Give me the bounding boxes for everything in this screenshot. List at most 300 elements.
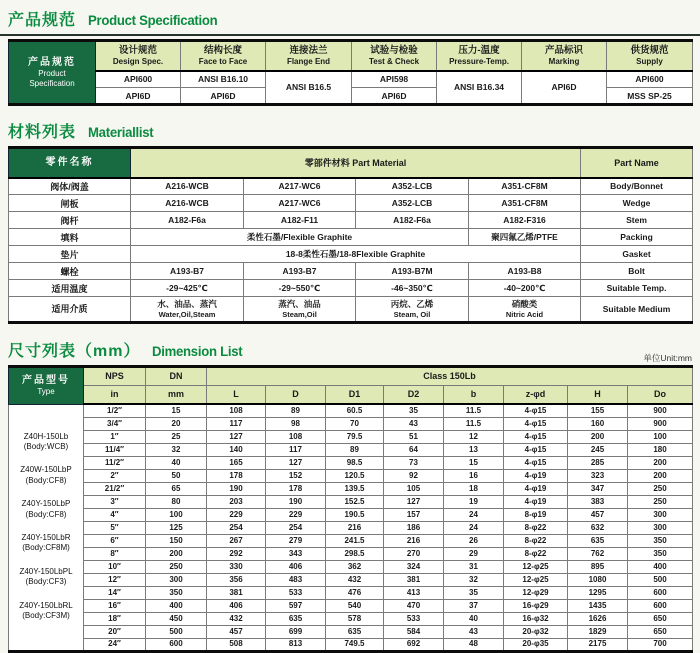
dimension-value: 476 — [326, 586, 384, 599]
dimension-value: 37 — [444, 599, 504, 612]
dimension-value: 457 — [568, 508, 628, 521]
table-row — [9, 495, 693, 508]
material-value — [469, 297, 581, 323]
material-value: 柔性石墨/Flexible Graphite — [131, 229, 469, 246]
dimension-value: 383 — [568, 495, 628, 508]
dimension-value: 127 — [384, 495, 444, 508]
product-body-material: (Body:CF3M) — [22, 610, 70, 620]
dimension-value: 500 — [146, 625, 207, 638]
dimension-value: 4-φ15 — [504, 443, 568, 456]
dimension-value: 120.5 — [326, 469, 384, 482]
dimension-value: 108 — [266, 430, 326, 443]
product-type-label — [9, 567, 83, 588]
dimension-value: 178 — [266, 482, 326, 495]
material-col-part-name: Part Name — [581, 148, 693, 178]
spec-col-face-to-face: 结构长度 Face to Face — [181, 41, 266, 71]
dimension-col-L: L — [207, 385, 266, 404]
dimension-value: 180 — [628, 443, 693, 456]
dimension-col-dn: DN — [146, 366, 207, 385]
table-row — [9, 456, 693, 469]
material-part-cn: 垫片 — [9, 246, 131, 263]
product-model: Z40Y-150LbRL — [19, 600, 73, 610]
dimension-value: 635 — [266, 612, 326, 625]
dimension-value: 70 — [326, 417, 384, 430]
dimension-col-mm: mm — [146, 385, 207, 404]
spec-col-supply: 供货规范 Supply — [607, 41, 693, 71]
product-type-label — [9, 499, 83, 520]
table-row — [9, 469, 693, 482]
dimension-value: 25 — [146, 430, 207, 443]
product-model: Z40Y-150LbP — [21, 499, 71, 509]
section3-title-en: Dimension List — [152, 342, 243, 359]
dimension-value: 500 — [628, 573, 693, 586]
dimension-value: 4-φ15 — [504, 430, 568, 443]
dimension-value: 600 — [628, 599, 693, 612]
dimension-value: 400 — [628, 560, 693, 573]
dimension-value: 127 — [207, 430, 266, 443]
dimension-value: 4-φ19 — [504, 482, 568, 495]
table-row — [9, 508, 693, 521]
dimension-value: 508 — [207, 638, 266, 651]
material-value: A182-F6a — [131, 212, 244, 229]
dimension-value: 1080 — [568, 573, 628, 586]
dimension-col-D1: D1 — [326, 385, 384, 404]
dimension-col-z-phi-d: z-φd — [504, 385, 568, 404]
product-type-label — [9, 465, 83, 486]
dimension-value: 381 — [207, 586, 266, 599]
table-row — [9, 599, 693, 612]
dimension-value: 200 — [146, 547, 207, 560]
dimension-corner-cell: 产品型号 Type — [9, 366, 84, 404]
dimension-value: 483 — [266, 573, 326, 586]
dimension-value: 200 — [628, 456, 693, 469]
dimension-value: 12-φ29 — [504, 586, 568, 599]
material-list-table — [8, 146, 693, 324]
material-part-cn: 螺栓 — [9, 263, 131, 280]
dimension-value: 12 — [444, 430, 504, 443]
dimension-value: 19 — [444, 495, 504, 508]
material-table-body — [9, 178, 693, 323]
dimension-value: 100 — [628, 430, 693, 443]
dimension-value: 152.5 — [326, 495, 384, 508]
material-value: A351-CF8M — [469, 178, 581, 195]
dimension-value: 16″ — [84, 599, 146, 612]
dimension-value: 540 — [326, 599, 384, 612]
dimension-value: 632 — [568, 521, 628, 534]
dimension-value: 362 — [326, 560, 384, 573]
material-value: A193-B7 — [131, 263, 244, 280]
material-value: -29~425℃ — [131, 280, 244, 297]
spec-corner-en: Product — [38, 69, 66, 79]
table-row — [9, 280, 693, 297]
dimension-value: 8-φ22 — [504, 521, 568, 534]
dimension-value: 20 — [146, 417, 207, 430]
material-value: A193-B8 — [469, 263, 581, 280]
table-row — [9, 547, 693, 560]
spec-header-row — [9, 41, 693, 71]
spec-col-marking: 产品标识 Marking — [522, 41, 607, 71]
section1-title-underline — [0, 34, 700, 36]
section1-heading — [8, 7, 692, 30]
spec-col-test-check: 试验与检验 Test & Check — [352, 41, 437, 71]
dimension-value: 152 — [266, 469, 326, 482]
dimension-value: 356 — [207, 573, 266, 586]
spec-value: MSS SP-25 — [607, 88, 693, 105]
dimension-value: 350 — [628, 547, 693, 560]
spec-value: ANSI B16.5 — [266, 71, 352, 105]
dimension-value: 190 — [207, 482, 266, 495]
dimension-value: 229 — [266, 508, 326, 521]
dimension-col-nps: NPS — [84, 366, 146, 385]
dimension-value: 762 — [568, 547, 628, 560]
product-type-label — [9, 601, 83, 622]
table-row — [9, 482, 693, 495]
product-type-label — [9, 533, 83, 554]
dimension-value: 200 — [628, 469, 693, 482]
material-corner-cell: 零件名称 — [9, 148, 131, 178]
table-row — [9, 573, 693, 586]
dimension-value: 4-φ15 — [504, 456, 568, 469]
dimension-value: 267 — [207, 534, 266, 547]
dimension-value: 98 — [266, 417, 326, 430]
table-row — [9, 625, 693, 638]
material-part-en: Body/Bonnet — [581, 178, 693, 195]
material-value: A216-WCB — [131, 195, 244, 212]
dimension-value: 4″ — [84, 508, 146, 521]
dimension-value: 5″ — [84, 521, 146, 534]
dimension-value: 35 — [444, 586, 504, 599]
material-part-en: Suitable Temp. — [581, 280, 693, 297]
dimension-value: 89 — [266, 404, 326, 417]
material-part-en: Stem — [581, 212, 693, 229]
dimension-value: 450 — [146, 612, 207, 625]
material-value-en: Nitric Acid — [505, 309, 544, 319]
dimension-value: 18 — [444, 482, 504, 495]
material-value: A182-F11 — [244, 212, 356, 229]
spec-value: API600 — [607, 71, 693, 88]
material-value: A182-F6a — [356, 212, 469, 229]
dimension-value: 4-φ19 — [504, 469, 568, 482]
product-type-cell — [9, 404, 84, 651]
dimension-value: 900 — [628, 404, 693, 417]
dimension-value: 229 — [207, 508, 266, 521]
dimension-value: 300 — [628, 521, 693, 534]
dimension-value: 31 — [444, 560, 504, 573]
dimension-value: 1/2″ — [84, 404, 146, 417]
dimension-value: 699 — [266, 625, 326, 638]
dimension-value: 157 — [384, 508, 444, 521]
product-model: Z40H-150Lb — [23, 431, 69, 441]
dimension-value: 700 — [628, 638, 693, 651]
material-part-cn: 闸板 — [9, 195, 131, 212]
material-value-cn: 蒸汽、油品 — [278, 299, 321, 309]
dimension-value: 1626 — [568, 612, 628, 625]
spec-value: API6D — [522, 71, 607, 105]
dimension-value: 40 — [444, 612, 504, 625]
dimension-value: 245 — [568, 443, 628, 456]
material-part-cn: 阀杆 — [9, 212, 131, 229]
dimension-value: 155 — [568, 404, 628, 417]
dimension-value: 12-φ25 — [504, 560, 568, 573]
material-value: A182-F316 — [469, 212, 581, 229]
dimension-value: 65 — [146, 482, 207, 495]
dimension-value: 117 — [207, 417, 266, 430]
material-part-cn: 适用温度 — [9, 280, 131, 297]
material-part-en: Suitable Medium — [581, 297, 693, 323]
dimension-value: 139.5 — [326, 482, 384, 495]
table-row — [9, 417, 693, 430]
section2-heading — [8, 119, 692, 142]
dimension-col-b: b — [444, 385, 504, 404]
dimension-value: 200 — [568, 430, 628, 443]
spec-value: ANSI B16.10 — [181, 71, 266, 88]
dimension-value: 3/4″ — [84, 417, 146, 430]
spec-value: API598 — [352, 71, 437, 88]
spec-col-flange-end: 连接法兰 Flange End — [266, 41, 352, 71]
dimension-value: 1829 — [568, 625, 628, 638]
dimension-value: 241.5 — [326, 534, 384, 547]
product-model: Z40Y-150LbPL — [19, 566, 73, 576]
dimension-value: 18″ — [84, 612, 146, 625]
dimension-value: 1″ — [84, 430, 146, 443]
material-part-en: Gasket — [581, 246, 693, 263]
dimension-value: 300 — [628, 508, 693, 521]
dimension-value: 43 — [384, 417, 444, 430]
section1-title-cn: 产品规范 — [8, 12, 77, 29]
dimension-value: 125 — [146, 521, 207, 534]
material-part-en: Wedge — [581, 195, 693, 212]
dimension-value: 11/2″ — [84, 456, 146, 469]
material-part-cn: 适用介质 — [9, 297, 131, 323]
section2-title-cn: 材料列表 — [8, 124, 77, 141]
dimension-value: 32 — [444, 573, 504, 586]
dimension-value: 140 — [207, 443, 266, 456]
dimension-value: 64 — [384, 443, 444, 456]
table-row — [9, 246, 693, 263]
table-row — [9, 178, 693, 195]
dimension-value: 16 — [444, 469, 504, 482]
dimension-value: 50 — [146, 469, 207, 482]
dimension-value: 578 — [326, 612, 384, 625]
product-body-material: (Body:CF3) — [25, 577, 67, 587]
dimension-value: 10″ — [84, 560, 146, 573]
dimension-value: 190 — [266, 495, 326, 508]
material-value: A193-B7 — [244, 263, 356, 280]
dimension-value: 11.5 — [444, 404, 504, 417]
section3-title-cn: 尺寸列表（mm） — [8, 342, 141, 360]
dimension-value: 35 — [384, 404, 444, 417]
dimension-table-body — [9, 404, 693, 651]
spec-value: API6D — [96, 88, 181, 105]
table-row — [9, 195, 693, 212]
dimension-value: 347 — [568, 482, 628, 495]
dimension-value: 300 — [146, 573, 207, 586]
dimension-value: 292 — [207, 547, 266, 560]
dimension-value: 12-φ25 — [504, 573, 568, 586]
dimension-header-row-2 — [9, 385, 693, 404]
dimension-value: 216 — [384, 534, 444, 547]
spec-value: ANSI B16.34 — [437, 71, 522, 105]
dimension-value: 178 — [207, 469, 266, 482]
dimension-value: 40 — [146, 456, 207, 469]
dimension-value: 8-φ22 — [504, 534, 568, 547]
table-row — [9, 229, 693, 246]
dimension-value: 11.5 — [444, 417, 504, 430]
dimension-value: 254 — [266, 521, 326, 534]
spec-col-pressure-temp: 压力-温度 Pressure-Temp. — [437, 41, 522, 71]
table-row — [9, 612, 693, 625]
table-row — [9, 263, 693, 280]
section-dimension-list — [8, 336, 692, 653]
material-value — [356, 297, 469, 323]
dimension-value: 14″ — [84, 586, 146, 599]
spec-col-design: 设计规范 Design Spec. — [96, 41, 181, 71]
product-type-label — [9, 432, 83, 453]
dimension-value: 749.5 — [326, 638, 384, 651]
dimension-value: 324 — [384, 560, 444, 573]
dimension-value: 457 — [207, 625, 266, 638]
dimension-value: 73 — [384, 456, 444, 469]
dimension-col-H: H — [568, 385, 628, 404]
section2-title-en: Materiallist — [88, 124, 154, 140]
dimension-col-Do: Do — [628, 385, 693, 404]
material-value: -46~350℃ — [356, 280, 469, 297]
material-value-cn: 水、油品、蒸汽 — [157, 299, 217, 309]
section-product-specification — [8, 7, 692, 106]
dimension-value: 51 — [384, 430, 444, 443]
table-row — [9, 534, 693, 547]
dimension-value: 100 — [146, 508, 207, 521]
dimension-value: 413 — [384, 586, 444, 599]
dimension-col-D: D — [266, 385, 326, 404]
product-specification-table — [8, 39, 693, 106]
material-value: -40~200℃ — [469, 280, 581, 297]
dimension-value: 350 — [628, 534, 693, 547]
dimension-value: 250 — [628, 482, 693, 495]
material-value: A351-CF8M — [469, 195, 581, 212]
dimension-value: 89 — [326, 443, 384, 456]
dimension-value: 3″ — [84, 495, 146, 508]
unit-label: 单位Unit:mm — [643, 352, 692, 363]
section3-heading — [8, 336, 692, 365]
dimension-value: 350 — [146, 586, 207, 599]
material-value: 18-8柔性石墨/18-8Flexible Graphite — [131, 246, 581, 263]
material-value-en: Water,Oil,Steam — [158, 309, 216, 319]
dimension-value: 400 — [146, 599, 207, 612]
dimension-value: 24 — [444, 508, 504, 521]
dimension-value: 16-φ29 — [504, 599, 568, 612]
dimension-value: 15 — [444, 456, 504, 469]
dimension-value: 250 — [146, 560, 207, 573]
dimension-value: 203 — [207, 495, 266, 508]
dimension-value: 186 — [384, 521, 444, 534]
dimension-value: 635 — [326, 625, 384, 638]
dimension-value: 43 — [444, 625, 504, 638]
dimension-value: 20-φ32 — [504, 625, 568, 638]
table-row — [9, 212, 693, 229]
material-value: -29~550℃ — [244, 280, 356, 297]
spec-corner-cn: 产品规范 — [28, 56, 76, 68]
dimension-value: 1295 — [568, 586, 628, 599]
dimension-value: 98.5 — [326, 456, 384, 469]
dimension-value: 60.5 — [326, 404, 384, 417]
dimension-value: 8″ — [84, 547, 146, 560]
material-part-cn: 填料 — [9, 229, 131, 246]
dimension-value: 32 — [146, 443, 207, 456]
dimension-col-in: in — [84, 385, 146, 404]
table-row — [9, 430, 693, 443]
dimension-value: 24 — [444, 521, 504, 534]
material-value: A193-B7M — [356, 263, 469, 280]
dimension-value: 600 — [146, 638, 207, 651]
table-row — [9, 521, 693, 534]
spec-corner-en: Specification — [29, 79, 75, 89]
material-value-cn: 硝酸类 — [511, 299, 538, 309]
product-body-material: (Body:CF8M) — [22, 543, 70, 553]
dimension-value: 2″ — [84, 469, 146, 482]
dimension-value: 298.5 — [326, 547, 384, 560]
dimension-value: 406 — [266, 560, 326, 573]
dimension-value: 127 — [266, 456, 326, 469]
dimension-value: 80 — [146, 495, 207, 508]
dimension-value: 279 — [266, 534, 326, 547]
table-row — [9, 560, 693, 573]
spec-value: API6D — [352, 88, 437, 105]
dimension-value: 635 — [568, 534, 628, 547]
dimension-value: 597 — [266, 599, 326, 612]
dimension-value: 216 — [326, 521, 384, 534]
dimension-value: 15 — [146, 404, 207, 417]
dimension-value: 160 — [568, 417, 628, 430]
dimension-value: 533 — [384, 612, 444, 625]
material-value: A217-WC6 — [244, 195, 356, 212]
dimension-value: 650 — [628, 612, 693, 625]
material-value: A352-LCB — [356, 195, 469, 212]
dimension-value: 900 — [628, 417, 693, 430]
dimension-value: 343 — [266, 547, 326, 560]
material-value — [131, 297, 244, 323]
dimension-value: 105 — [384, 482, 444, 495]
dimension-value: 150 — [146, 534, 207, 547]
dimension-value: 21/2″ — [84, 482, 146, 495]
dimension-value: 108 — [207, 404, 266, 417]
dimension-value: 432 — [207, 612, 266, 625]
dimension-list-table — [8, 365, 693, 653]
dimension-value: 20-φ35 — [504, 638, 568, 651]
material-value-cn: 丙烷、乙烯 — [390, 299, 434, 309]
table-row — [9, 297, 693, 323]
material-part-cn: 阀体/阀盖 — [9, 178, 131, 195]
dimension-value: 4-φ15 — [504, 404, 568, 417]
dimension-value: 692 — [384, 638, 444, 651]
dimension-value: 117 — [266, 443, 326, 456]
dimension-value: 600 — [628, 586, 693, 599]
dimension-value: 254 — [207, 521, 266, 534]
dimension-col-class: Class 150Lb — [207, 366, 693, 385]
material-value-en: Steam, Oil — [393, 309, 431, 319]
table-row — [9, 443, 693, 456]
dimension-value: 190.5 — [326, 508, 384, 521]
dimension-value: 250 — [628, 495, 693, 508]
product-model: Z40W-150LbP — [20, 465, 72, 475]
dimension-value: 813 — [266, 638, 326, 651]
material-part-en: Bolt — [581, 263, 693, 280]
dimension-value: 323 — [568, 469, 628, 482]
dimension-value: 92 — [384, 469, 444, 482]
dimension-value: 381 — [384, 573, 444, 586]
dimension-value: 13 — [444, 443, 504, 456]
product-body-material: (Body:CF8) — [25, 475, 67, 485]
